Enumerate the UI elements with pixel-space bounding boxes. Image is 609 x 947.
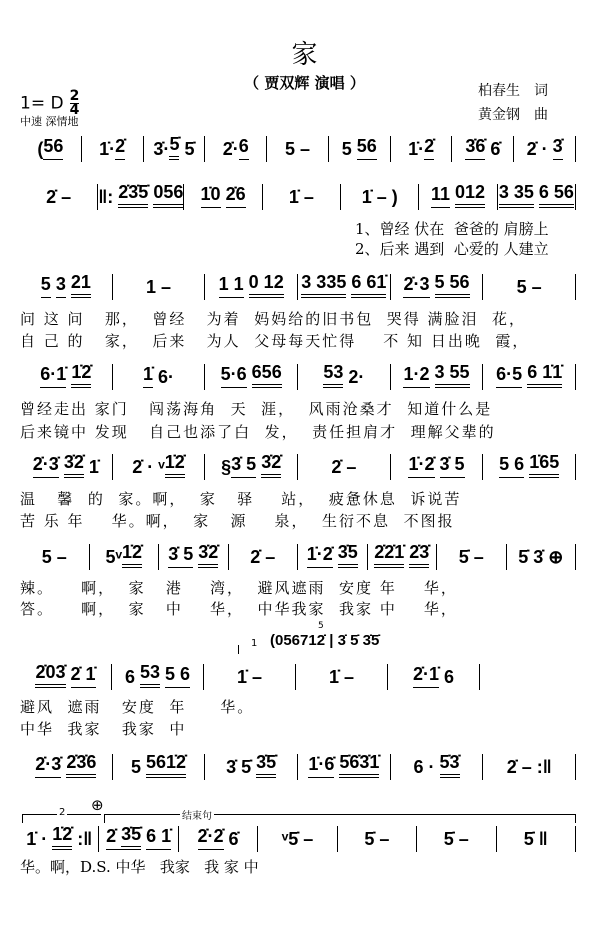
- measure: [20, 826, 99, 852]
- note-group: 5: [130, 757, 146, 777]
- lyric-line: 2、后来 遇到 心爱的 人建立: [355, 240, 549, 258]
- measure: [338, 826, 417, 852]
- note-group: 1̇·: [408, 139, 425, 159]
- measure: [20, 136, 82, 162]
- measure: [20, 544, 90, 570]
- note-group: 3 55: [435, 362, 470, 388]
- note-group: 3̇ 5: [168, 544, 193, 568]
- note-group: 5 –: [516, 277, 542, 297]
- note-group: 2̇3̇6: [66, 752, 96, 778]
- measure: [419, 184, 497, 210]
- note-group: 2̇ 1̇: [71, 664, 96, 688]
- note-group: 1̇ –: [236, 667, 263, 687]
- note-group: 1̇: [83, 457, 99, 477]
- staff-row: [20, 450, 576, 480]
- note-group: 3̇2̇: [261, 452, 281, 478]
- note-group: 3 335: [301, 272, 346, 298]
- measure: [391, 754, 484, 780]
- note-group: 1·2: [403, 364, 429, 388]
- measure: [113, 754, 206, 780]
- note-group: 5: [341, 139, 357, 159]
- measure: [391, 364, 484, 390]
- note-group: 1̇ –: [288, 187, 314, 207]
- note-group: 3̇·: [153, 139, 170, 159]
- measure: [388, 664, 480, 690]
- measure: [483, 364, 576, 390]
- lyric-line: 辣。 啊， 家 港 湾， 避风遮雨 安度 年 华，: [20, 579, 458, 597]
- measure: [20, 364, 113, 390]
- measure: [497, 826, 576, 852]
- note-group: 1̇2̇: [122, 542, 142, 568]
- staff-row: [20, 132, 576, 162]
- measure: [205, 454, 298, 480]
- staff-row: [20, 540, 576, 570]
- measure: [341, 184, 419, 210]
- note-group: 6 56: [539, 182, 574, 208]
- note-group: 0 12: [249, 272, 284, 298]
- measure: [20, 754, 113, 780]
- note-group: 1̇ ·: [26, 829, 53, 849]
- measure: [391, 274, 484, 300]
- note-group: 56: [43, 136, 63, 160]
- note-group: 656: [252, 362, 282, 388]
- note-group: 5ᵛ: [105, 547, 123, 567]
- note-group: 2̇: [106, 826, 121, 850]
- note-group: 6 1̇: [146, 826, 171, 850]
- note-group: 6̇: [223, 829, 239, 849]
- note-group: 6·: [153, 367, 175, 387]
- note-group: 5 56: [435, 272, 470, 298]
- note-group: 6 1̇1̇: [527, 362, 562, 388]
- note-group: 1̇2̇: [52, 824, 72, 850]
- note-group: 2̇03̇: [35, 662, 65, 688]
- measure: [437, 544, 507, 570]
- staff-row: [20, 660, 480, 690]
- note-group: 3̇2̇: [198, 542, 218, 568]
- measure: [267, 136, 329, 162]
- note-group: 5̇6̇3̇1̇: [339, 752, 379, 778]
- staff-row: [20, 180, 576, 210]
- note-group: 2̇ – :‖: [506, 757, 552, 777]
- note-group: 3̇ 5: [231, 454, 256, 478]
- volta-label: 1: [251, 638, 258, 649]
- measure: [144, 136, 206, 162]
- note-group: 2̇: [115, 136, 125, 160]
- note-group: 56: [357, 136, 377, 160]
- composer: 黄金钢 曲: [478, 107, 548, 123]
- tempo-marking: 中速 深情地: [20, 115, 79, 128]
- note-group: 1̇ – ): [361, 187, 398, 207]
- staff-row: [20, 822, 576, 852]
- note-group: §: [221, 457, 232, 477]
- measure: [229, 544, 299, 570]
- note-group: 3̇6̇: [465, 136, 485, 160]
- measure: [205, 754, 298, 780]
- measure: [113, 364, 206, 390]
- note-group: 21: [71, 272, 91, 298]
- lyric-line: 华。啊，D.S. 中华 我家 我 家 中: [20, 858, 259, 876]
- note-group: 2̇·2̇: [198, 826, 224, 850]
- measure: [329, 136, 391, 162]
- note-group: 3̇ 5̇: [226, 757, 257, 777]
- note-group: 2̇ –: [331, 457, 357, 477]
- note-group: 1̇2̇: [165, 452, 185, 478]
- note-group: 1̇65: [529, 452, 559, 478]
- key: 1= D: [20, 93, 64, 114]
- note-group: 2̇·3̇: [33, 454, 59, 478]
- measure: [483, 274, 576, 300]
- note-group: 2̇3̇: [409, 542, 429, 568]
- measure: [452, 136, 514, 162]
- note-group: 1 –: [145, 277, 172, 297]
- measure: [159, 544, 229, 570]
- tuplet-mark: 5: [318, 621, 324, 631]
- lyric-line: 问 这 问 那， 曾经 为着 妈妈给的旧书包 哭得 满脸泪 花，: [20, 310, 527, 328]
- note-group: 3̇ 5: [440, 454, 465, 478]
- measure: [179, 826, 258, 852]
- staff-row: [20, 360, 576, 390]
- measure: [90, 544, 160, 570]
- lyric-line: 避风 遮雨 安度 年 华。: [20, 698, 255, 716]
- note-group: 2̇: [424, 136, 434, 160]
- note-group: 6: [239, 136, 249, 160]
- time-den: 4: [69, 102, 80, 118]
- note-group: 1̇·: [99, 139, 116, 159]
- note-group: 5̇3̇: [440, 752, 460, 778]
- lyricist: 柏春生 词: [478, 83, 548, 99]
- measure: [20, 184, 98, 210]
- measure: [205, 274, 298, 300]
- measure: [498, 184, 576, 210]
- note-group: 1 1: [219, 274, 244, 298]
- note-group: 2̇2̇1̇: [374, 542, 404, 568]
- note-group: 3̇2̇: [64, 452, 84, 478]
- ending-label: 结束句: [180, 807, 214, 822]
- note-group: 5 –: [285, 139, 311, 159]
- note-group: 2̇ · ᵛ: [132, 457, 165, 477]
- measure: [82, 136, 144, 162]
- measure: [20, 454, 113, 480]
- note-group: 3 35: [499, 182, 534, 208]
- measure: [113, 274, 206, 300]
- measure: [368, 544, 438, 570]
- note-group: 6̇: [485, 139, 501, 159]
- note-group: 2̇ –: [250, 547, 276, 567]
- measure: [298, 454, 391, 480]
- staff-row: [20, 750, 576, 780]
- measure: [205, 364, 298, 390]
- note-group: 1̇0: [201, 184, 221, 208]
- note-group: :‖: [72, 829, 93, 849]
- song-title: 家: [291, 40, 318, 70]
- note-group: 2̇·1̇: [413, 664, 439, 688]
- measure: [98, 184, 184, 210]
- time-num: 2: [69, 88, 80, 104]
- note-group: 5̇ –: [458, 547, 484, 567]
- note-group: 11: [431, 184, 450, 208]
- note-group: 2̇·3: [403, 274, 429, 298]
- coda-icon: ⊕: [91, 796, 104, 814]
- note-group: 6 ·: [413, 757, 440, 777]
- note-group: 53: [323, 362, 343, 388]
- measure: [391, 454, 484, 480]
- note-group: 1̇2̇: [71, 362, 91, 388]
- note-group: 2̇6: [226, 184, 246, 208]
- measure: [391, 136, 453, 162]
- volta-intro: (056712̇ | 3̇ 5̇ 3̇5̇: [270, 632, 380, 649]
- note-group: 5: [41, 274, 51, 298]
- measure: [298, 274, 391, 300]
- measure: [20, 664, 112, 690]
- note-group: 3̇5̇: [121, 824, 141, 850]
- note-group: 3̇5: [338, 542, 358, 568]
- note-group: 5̇ 3̇ ⊕: [518, 547, 564, 567]
- note-group: 5̇: [179, 139, 195, 159]
- note-group: 5 –: [41, 547, 67, 567]
- measure: [113, 454, 206, 480]
- staff-row: [20, 270, 576, 300]
- note-group: ‖:: [98, 187, 119, 207]
- note-group: 2̇3̇5̇: [118, 182, 148, 208]
- note-group: 561̇2̇: [146, 752, 186, 778]
- note-group: 6: [124, 667, 140, 687]
- measure: [258, 826, 337, 852]
- lyric-line: 自 己 的 家， 后来 为人 父母每天忙得 不 知 日出晚 霞，: [20, 332, 530, 350]
- note-group: 1̇: [143, 364, 153, 388]
- singer: （ 贾双辉 演唱 ）: [244, 74, 365, 92]
- note-group: 3̇: [553, 136, 563, 160]
- measure: [112, 664, 204, 690]
- measure: [263, 184, 341, 210]
- note-group: (: [37, 139, 44, 159]
- measure: [298, 544, 368, 570]
- measure: [507, 544, 577, 570]
- measure: [298, 364, 391, 390]
- note-group: 012: [455, 182, 485, 208]
- note-group: 1̇ –: [328, 667, 355, 687]
- note-group: 6·5: [496, 364, 522, 388]
- note-group: 5̇: [169, 134, 179, 160]
- note-group: 3: [56, 274, 66, 298]
- note-group: 6: [439, 667, 455, 687]
- volta-label: 2: [59, 807, 66, 818]
- measure: [20, 274, 113, 300]
- measure: [417, 826, 496, 852]
- measure: [298, 754, 391, 780]
- note-group: 1̇·2̇: [307, 544, 333, 568]
- note-group: 3̇5̇: [256, 752, 276, 778]
- note-group: 1̇·2̇: [408, 454, 434, 478]
- measure: [514, 136, 576, 162]
- lyric-line: 曾经走出 家门 闯荡海角 天 涯， 风雨沧桑才 知道什么是: [20, 400, 493, 418]
- lyric-line: 中华 我家 我家 中: [20, 720, 187, 738]
- measure: [296, 664, 388, 690]
- measure: [483, 454, 576, 480]
- note-group: 5 6: [165, 664, 190, 688]
- note-group: 5 6: [499, 454, 524, 478]
- note-group: 2̇ –: [46, 187, 72, 207]
- measure: [204, 664, 296, 690]
- note-group: 2̇·: [222, 139, 239, 159]
- note-group: 6·1̇: [40, 364, 66, 388]
- note-group: 2̇·3̇: [35, 754, 61, 778]
- lyric-line: 温 馨 的 家。啊， 家 驿 站， 疲惫休息 诉说苦: [20, 490, 462, 508]
- measure: [483, 754, 576, 780]
- note-group: 5·6: [221, 364, 247, 388]
- note-group: 5̇ –: [364, 829, 390, 849]
- note-group: 6 61̇: [351, 272, 386, 298]
- note-group: 5̇ –: [443, 829, 469, 849]
- note-group: 1̇·6̇: [308, 754, 334, 778]
- measure: [99, 826, 178, 852]
- volta-1-bracket: [238, 638, 258, 654]
- note-group: 53: [140, 662, 160, 688]
- note-group: 2̇ ·: [526, 139, 553, 159]
- note-group: 056: [153, 182, 183, 208]
- lyric-line: 后来镜中 发现 自己也添了白 发， 责任担肩才 理解父辈的: [20, 423, 496, 441]
- lyric-line: 答。 啊， 家 中 华， 中华我家 我家 中 华，: [20, 600, 458, 618]
- lyric-line: 苦 乐 年 华。啊， 家 源 泉， 生衍不息 不图报: [20, 512, 455, 530]
- note-group: 2·: [343, 367, 365, 387]
- measure: [205, 136, 267, 162]
- lyric-line: 1、曾经 伏在 爸爸的 肩膀上: [355, 220, 549, 238]
- note-group: 5̇ ‖: [523, 829, 548, 849]
- measure: [184, 184, 262, 210]
- note-group: ᵛ5̇ –: [281, 829, 314, 849]
